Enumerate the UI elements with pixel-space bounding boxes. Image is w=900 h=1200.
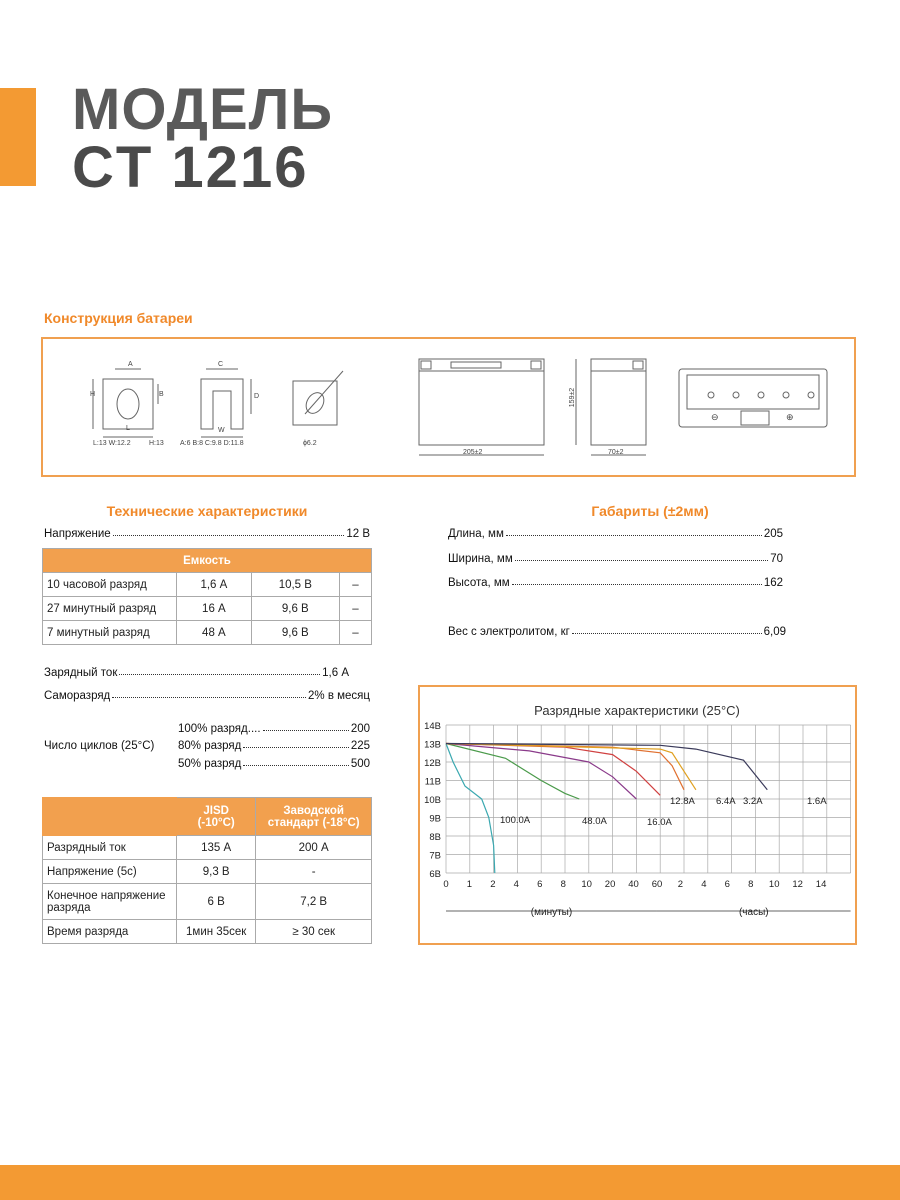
front-width: 205±2 <box>463 449 483 456</box>
dim-c: C <box>218 361 224 368</box>
table-row <box>43 860 372 884</box>
cell: 7,2 В <box>256 884 372 920</box>
x-unit-minutes: (минуты) <box>530 907 573 918</box>
cell: Напряжение (5с) <box>43 860 177 884</box>
construction-box <box>41 337 856 477</box>
series-label: 1.6A <box>807 796 827 807</box>
cell: Конечное напряжение разряда <box>43 884 177 920</box>
x-tick-label: 1 <box>466 879 473 890</box>
series-label: 48.0A <box>582 816 607 827</box>
y-tick-label: 14В <box>424 721 441 732</box>
cell: 27 минутный разряд <box>43 597 177 621</box>
dims-value: 162 <box>763 577 783 589</box>
cell: 135 А <box>177 836 256 860</box>
side-width: 70±2 <box>608 449 624 456</box>
x-tick-label: 20 <box>604 879 616 890</box>
accent-bar <box>0 88 36 186</box>
dim-b: B <box>159 391 164 398</box>
plus-terminal-icon: ⊕ <box>786 412 794 422</box>
discharge-chart <box>418 685 857 945</box>
cycles-row <box>178 740 370 752</box>
voltage-row <box>44 528 370 540</box>
x-tick-label: 4 <box>513 879 519 890</box>
t1-caption2: H:13 <box>149 440 164 447</box>
y-tick-label: 6В <box>429 869 441 880</box>
t3-caption: ϕ6.2 <box>303 440 317 447</box>
dims-value: 205 <box>763 528 783 540</box>
series-line-3.2A <box>446 744 696 790</box>
cycles-value: 200 <box>350 723 370 735</box>
charge-row <box>44 667 349 679</box>
cycles-row <box>178 723 370 735</box>
table-row <box>43 884 372 920</box>
series-line-48.0A <box>446 744 579 800</box>
y-tick-label: 8В <box>429 832 441 843</box>
x-tick-label: 14 <box>815 879 827 890</box>
dims-row <box>448 553 783 565</box>
cell: 1,6 А <box>177 573 252 597</box>
cycles-row <box>178 758 370 770</box>
x-tick-label: 10 <box>581 879 592 890</box>
dim-w: W <box>218 427 225 434</box>
cycles-value: 500 <box>350 758 370 770</box>
series-line-100.0A <box>446 744 495 874</box>
dims-label: Высота, мм <box>448 577 510 589</box>
x-tick-label: 4 <box>701 879 707 890</box>
cell: 10 часовой разряд <box>43 573 177 597</box>
x-tick-label: 12 <box>792 879 803 890</box>
x-tick-label: 40 <box>628 879 639 890</box>
dims-row <box>448 577 783 589</box>
x-tick-label: 8 <box>748 879 754 890</box>
cycles-depth: 100% разряд.... <box>178 723 261 735</box>
construction-title: Конструкция батареи <box>44 310 193 326</box>
table-row <box>43 597 372 621</box>
x-tick-label: 2 <box>677 879 684 890</box>
x-unit-hours: (часы) <box>738 907 769 918</box>
model-name: CT 1216 <box>72 135 309 200</box>
cycles-label: Число циклов (25°C) <box>44 740 155 752</box>
x-tick-label: 60 <box>651 879 663 890</box>
dim-d: D <box>254 393 260 400</box>
weight-value: 6,09 <box>763 626 786 638</box>
front-height: 159±2 <box>569 387 577 408</box>
cell: 9,6 В <box>251 621 339 645</box>
tech-title: Технические характеристики <box>106 503 308 519</box>
dims-value: 70 <box>770 553 783 565</box>
table-row <box>43 573 372 597</box>
t2-caption: A:6 B:8 C:9.8 D:11.8 <box>180 440 244 447</box>
series-label: 100.0A <box>500 815 531 826</box>
chart-title: Разрядные характеристики (25°C) <box>534 703 740 718</box>
dims-label: Длина, мм <box>448 528 504 540</box>
voltage-value: 12 В <box>346 528 370 540</box>
series-label: 3.2A <box>743 796 763 807</box>
series-line-1.6A <box>446 744 767 790</box>
cycles-depth: 80% разряд <box>178 740 242 752</box>
table-row <box>43 836 372 860</box>
cell: – <box>339 573 371 597</box>
dims-row <box>448 528 783 540</box>
y-tick-label: 12В <box>424 758 441 769</box>
cell: – <box>339 621 371 645</box>
x-tick-label: 2 <box>490 879 496 890</box>
charge-label: Зарядный ток <box>44 667 118 679</box>
voltage-label: Напряжение <box>44 528 111 540</box>
x-tick-label: 6 <box>537 879 543 890</box>
discharge-chart-svg <box>420 687 855 943</box>
charge-value: 1,6 А <box>322 667 349 679</box>
model-label: МОДЕЛЬ <box>72 77 334 142</box>
cell: 7 минутный разряд <box>43 621 177 645</box>
weight-label: Вес с электролитом, кг <box>448 626 570 638</box>
cell: Разрядный ток <box>43 836 177 860</box>
cell: 16 А <box>177 597 252 621</box>
dim-l: L <box>126 425 130 432</box>
cycles-value: 225 <box>350 740 370 752</box>
cycles-depth: 50% разряд <box>178 758 242 770</box>
cell: 9,6 В <box>251 597 339 621</box>
dims-title: Габариты (±2мм) <box>591 503 709 519</box>
cell: 1мин 35сек <box>177 920 256 944</box>
construction-drawings <box>43 339 854 475</box>
x-tick-label: 0 <box>443 879 449 890</box>
series-label: 6.4A <box>716 796 736 807</box>
capacity-table <box>42 548 372 645</box>
cell: – <box>339 597 371 621</box>
selfdischarge-row <box>44 690 370 702</box>
y-tick-label: 11В <box>424 776 441 788</box>
cell: 48 А <box>177 621 252 645</box>
cell: 6 В <box>177 884 256 920</box>
cell: ≥ 30 сек <box>256 920 372 944</box>
table-row <box>43 621 372 645</box>
y-tick-label: 9В <box>429 813 441 825</box>
capacity-header: Емкость <box>43 549 372 573</box>
t1-caption1: L:13 W:12.2 <box>93 440 131 447</box>
cell <box>43 798 177 836</box>
y-tick-label: 13В <box>424 739 441 751</box>
dim-h: H <box>90 391 96 398</box>
dims-label: Ширина, мм <box>448 553 513 565</box>
series-label: 12.8A <box>670 796 695 807</box>
jisd-table <box>42 797 372 944</box>
cell: - <box>256 860 372 884</box>
weight-row <box>448 626 786 638</box>
selfdischarge-value: 2% в месяц <box>308 690 370 702</box>
minus-terminal-icon: ⊖ <box>711 412 719 422</box>
x-tick-label: 6 <box>724 879 730 890</box>
bottom-accent-bar <box>0 1165 900 1200</box>
cell: 10,5 В <box>251 573 339 597</box>
x-tick-label: 8 <box>560 879 566 890</box>
jisd-col2-header: Заводской стандарт (-18°C) <box>256 798 372 836</box>
table-row <box>43 920 372 944</box>
cell: 200 А <box>256 836 372 860</box>
selfdischarge-label: Саморазряд <box>44 690 111 702</box>
dim-a: A <box>128 361 133 368</box>
y-tick-label: 7В <box>429 850 441 862</box>
cell: 9,3 В <box>177 860 256 884</box>
cell: Время разряда <box>43 920 177 944</box>
series-label: 16.0A <box>647 817 672 828</box>
y-tick-label: 10В <box>424 795 441 806</box>
x-tick-label: 10 <box>768 879 780 890</box>
jisd-col1-header: JISD (-10°C) <box>177 798 256 836</box>
